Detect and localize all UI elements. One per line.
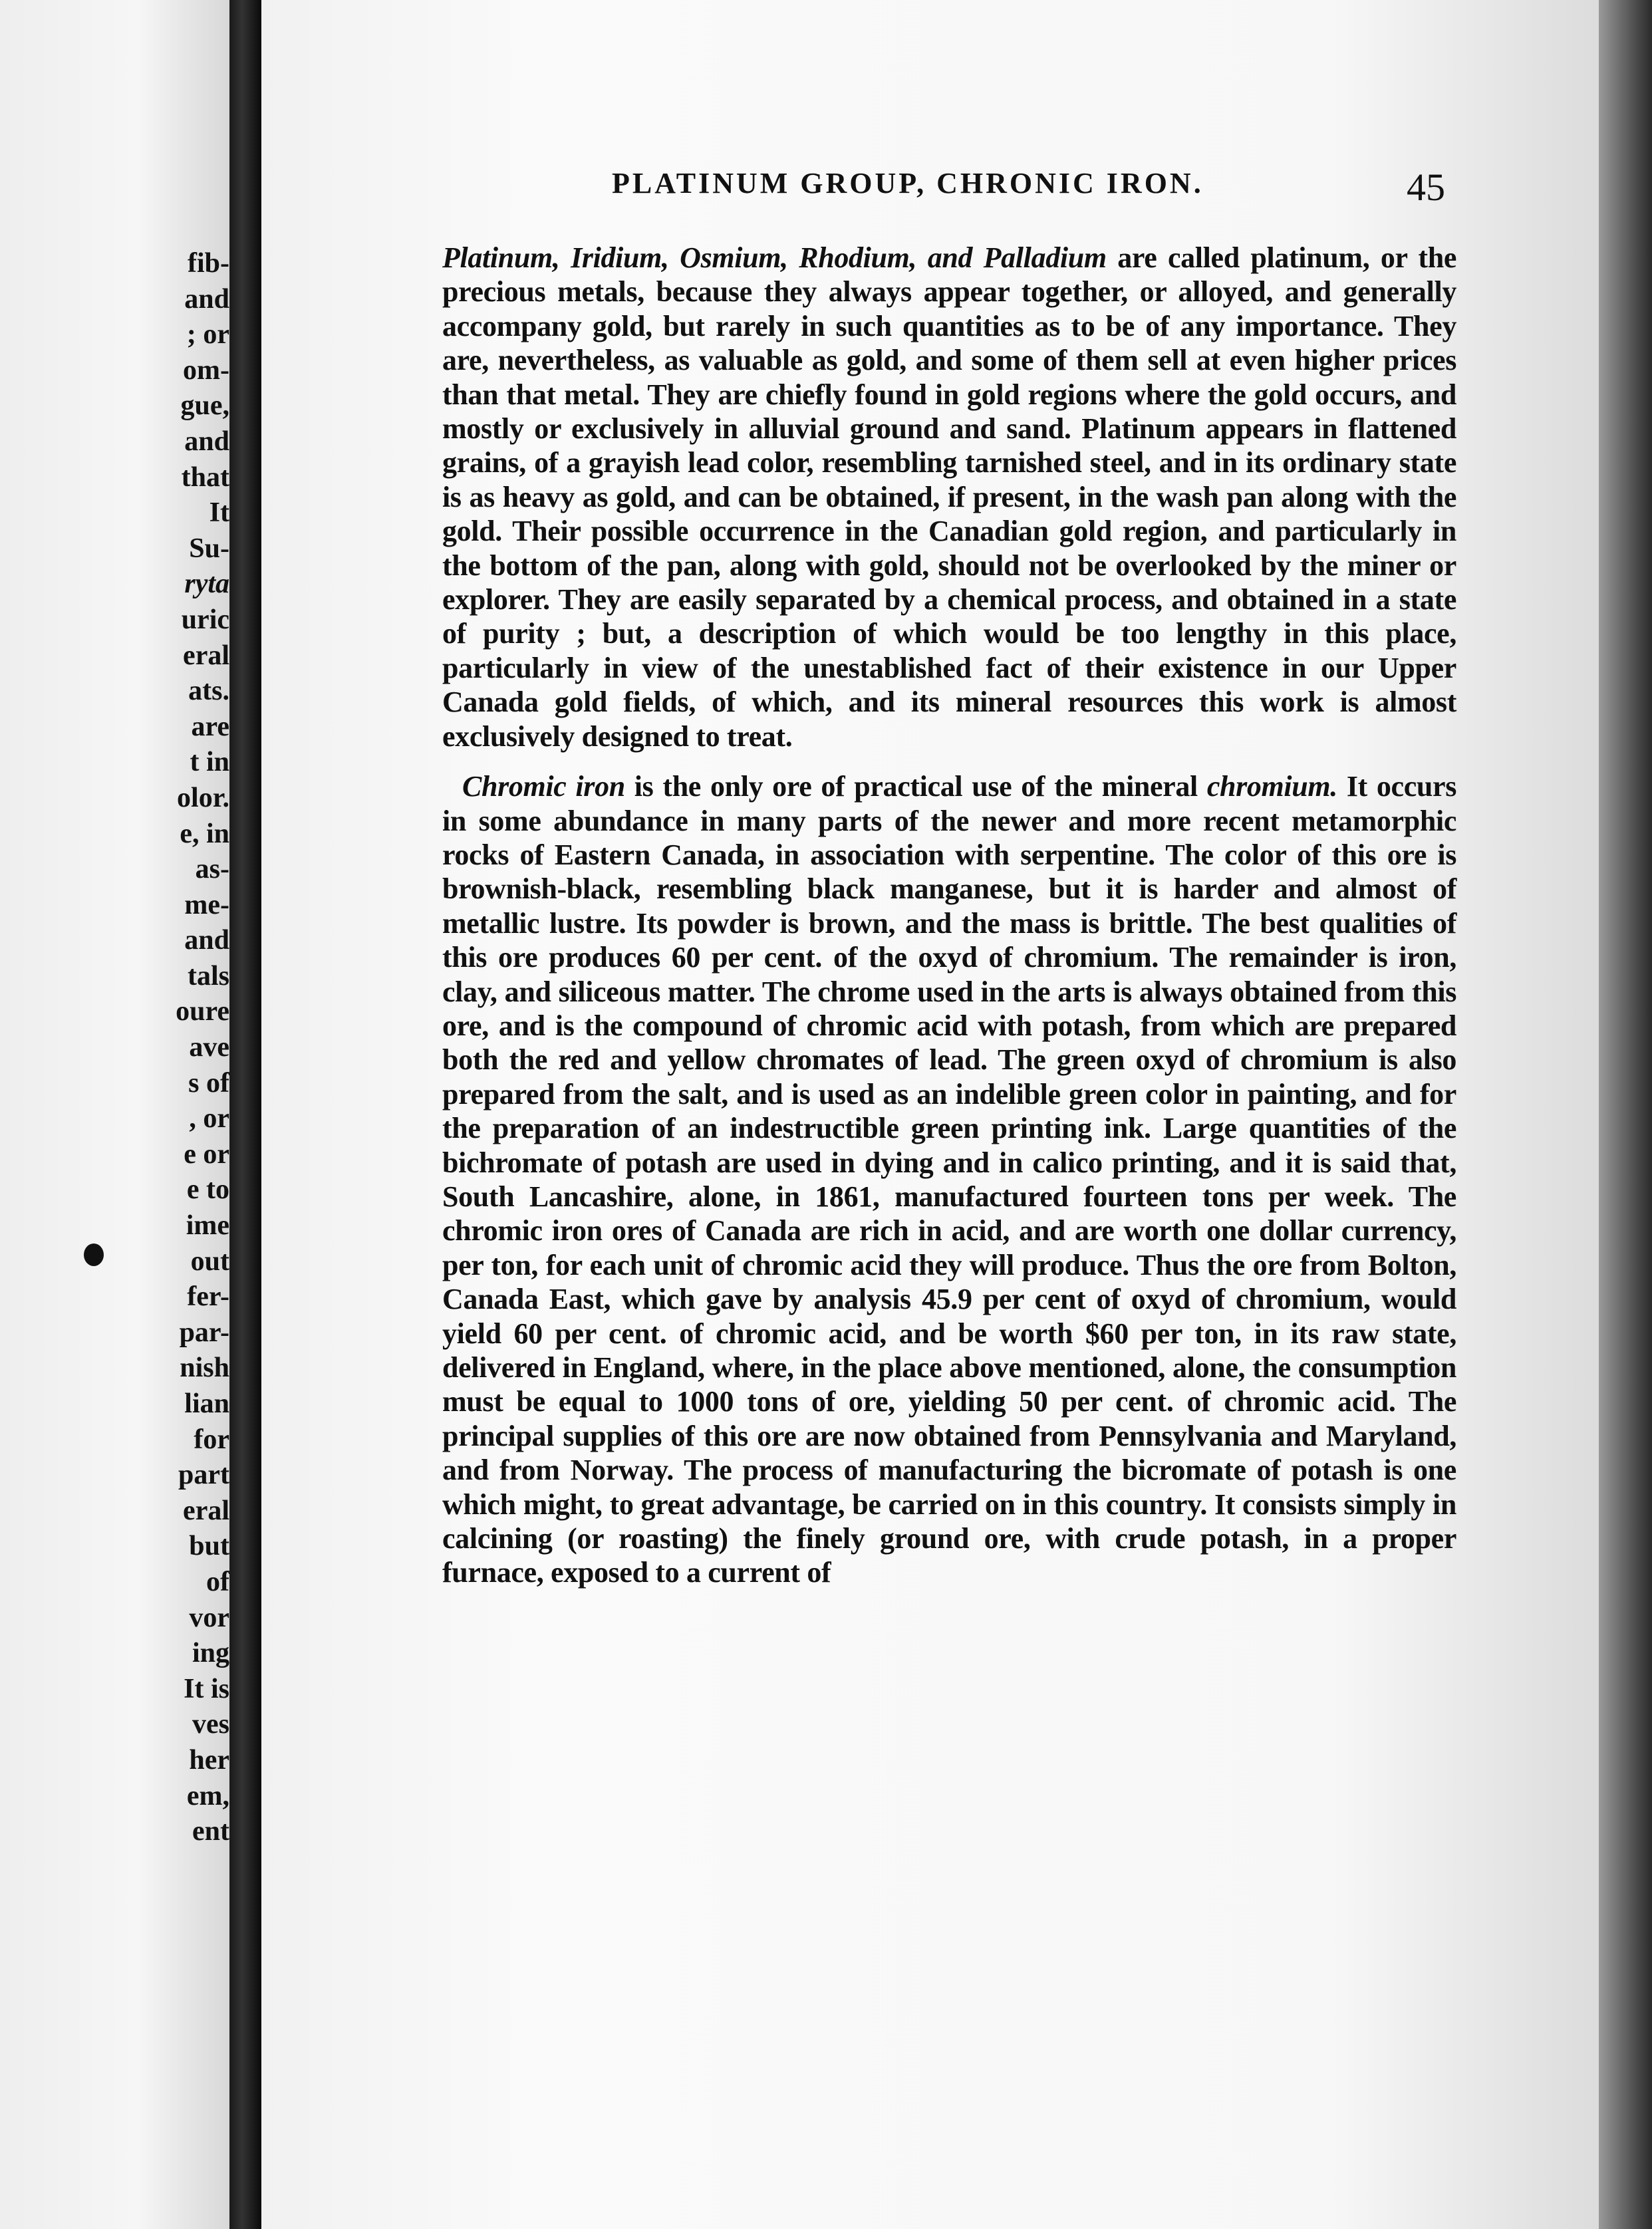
paragraph-lead-italic: Platinum, Iridium, Osmium, Rhodium, and Palladium xyxy=(442,241,1107,274)
previous-page-fragment xyxy=(0,0,229,2229)
ink-blot xyxy=(84,1244,104,1266)
previous-page-line-fragment: , or xyxy=(189,1103,229,1134)
book-gutter xyxy=(229,0,261,2229)
previous-page-line-fragment: me- xyxy=(184,889,229,920)
previous-page-line-fragment: gue, xyxy=(180,390,229,422)
previous-page-line-fragment: lian xyxy=(184,1388,229,1419)
previous-page-line-fragment: eral xyxy=(183,640,229,671)
previous-page-line-fragment: her xyxy=(189,1744,229,1775)
previous-page-line-fragment: om- xyxy=(183,354,229,386)
previous-page-line-fragment: ves xyxy=(192,1709,229,1740)
previous-page-text-column xyxy=(176,246,229,1850)
previous-page-line-fragment: ing xyxy=(192,1638,229,1669)
previous-page-line-fragment: but xyxy=(189,1531,229,1562)
previous-page-line-fragment: e to xyxy=(186,1174,229,1206)
previous-page-line-fragment: vor xyxy=(189,1602,229,1633)
previous-page-line-fragment: for xyxy=(194,1424,229,1455)
previous-page-line-fragment: that xyxy=(181,461,229,493)
previous-page-line-fragment: of xyxy=(206,1566,229,1597)
paragraph-italic-term: chromium. xyxy=(1206,770,1337,803)
previous-page-line-fragment: uric xyxy=(181,604,229,635)
previous-page-line-fragment: are xyxy=(191,711,229,742)
page-number: 45 xyxy=(1407,166,1445,209)
paragraph-text: are called platinum, or the precious metals, because they always appear together, or alloyed, and generally accompany gold, but rarely in such quantities as to be of any importance. They are, nevertheless, as valuable as gold, and some of them sell at even higher prices than that metal. They are chiefly found in gold regions where the gold occurs, and mostly or exclusively in alluvial ground and sand. Platinum appears in flattened grains, of a grayish lead color, resembling tarnished steel, and in its ordinary state is as heavy as gold, and can be obtained, if present, in the wash pan along with the gold. Their possible occurrence in the Canadian gold region, and particularly in the bottom of the pan, along with gold, should not be overlooked by the miner or explorer. They are easily separated by a chemical process, and obtained in a state of purity ; but, a description of which would be too lengthy in this place, particularly in view of the unestablished fact of their existence in our Upper Canada gold fields, of which, and its mineral resources this work is almost exclusively designed to treat. xyxy=(442,241,1456,753)
previous-page-line-fragment: Su- xyxy=(189,533,229,564)
paragraph-text: is the only ore of practical use of the mineral xyxy=(624,770,1207,803)
previous-page-line-fragment: tals xyxy=(188,960,229,991)
previous-page-line-fragment: It xyxy=(209,497,229,529)
previous-page-line-fragment: par- xyxy=(179,1317,229,1348)
previous-page-line-fragment: fib- xyxy=(188,248,229,279)
page-edge-shadow xyxy=(1599,0,1652,2229)
paragraph-chromic-iron xyxy=(442,769,1456,1590)
previous-page-line-fragment: ats. xyxy=(188,676,229,707)
previous-page-line-fragment: and xyxy=(184,426,229,457)
previous-page-line-fragment: olor. xyxy=(177,782,229,813)
previous-page-line-fragment: as- xyxy=(195,854,229,885)
paragraph-platinum xyxy=(442,241,1456,753)
previous-page-line-fragment: It is xyxy=(184,1673,229,1704)
previous-page-line-fragment: ryta xyxy=(184,569,229,600)
previous-page-line-fragment: s of xyxy=(188,1067,229,1099)
previous-page-line-fragment: and xyxy=(184,925,229,956)
previous-page-line-fragment: ; or xyxy=(186,319,229,350)
previous-page-line-fragment: eral xyxy=(183,1495,229,1526)
previous-page-line-fragment: ime xyxy=(186,1210,229,1242)
previous-page-line-fragment: t in xyxy=(190,747,229,778)
body-text xyxy=(442,241,1456,1590)
running-header: PLATINUM GROUP, CHRONIC IRON. xyxy=(612,167,1204,199)
paragraph-lead-italic: Chromic iron xyxy=(462,770,625,803)
previous-page-line-fragment: and xyxy=(184,283,229,315)
previous-page-line-fragment: e, in xyxy=(180,818,229,849)
previous-page-line-fragment: nish xyxy=(180,1353,229,1384)
previous-page-line-fragment: fer- xyxy=(187,1281,229,1313)
previous-page-line-fragment: part xyxy=(178,1460,229,1491)
previous-page-line-fragment: e or xyxy=(184,1138,229,1170)
previous-page-line-fragment: oure xyxy=(176,996,229,1027)
previous-page-line-fragment: em, xyxy=(186,1780,229,1811)
previous-page-line-fragment: out xyxy=(190,1246,229,1277)
previous-page-line-fragment: ent xyxy=(192,1816,229,1847)
paragraph-text: It occurs in some abundance in many parts of the newer and more recent metamorphic rocks of Eastern Canada, in association with serpentine. The color of this ore is brownish-black, resembling black manganese, but it is harder and almost of metallic lustre. Its powder is brown, and the mass is brittle. The best qualities of this ore produces 60 per cent. of the oxyd of chromium. The remainder is iron, clay, and siliceous matter. The chrome used in the arts is always obtained from this ore, and is the compound of chromic acid with potash, from which are prepared both the red and yellow chromates of lead. The green oxyd of chromium is also prepared from the salt, and is used as an indelible green color in painting, and for the preparation of an indestructible green printing ink. Large quantities of the bichromate of potash are used in dying and in calico printing, and it is said that, South Lancashire, alone, in 1861, manufactured fourteen tons per week. The chromic iron ores of Canada are rich in acid, and are worth one dollar currency, per ton, for each unit of chromic acid they will produce. Thus the ore from Bolton, Canada East, which gave by analysis 45.9 per cent of oxyd of chromium, would yield 60 per cent. of chromic acid, and be worth $60 per ton, in its raw state, delivered in England, where, in the place above mentioned, alone, the consumption must be equal to 1000 tons of ore, yielding 50 per cent. of chromic acid. The principal supplies of this ore are now obtained from Pennsylvania and Maryland, and from Norway. The process of manufacturing the bicromate of potash is one which might, to great advantage, be carried on in this country. It consists simply in calcining (or roasting) the finely ground ore, with crude potash, in a proper furnace, exposed to a current of xyxy=(442,770,1456,1589)
previous-page-line-fragment: ave xyxy=(189,1032,229,1063)
